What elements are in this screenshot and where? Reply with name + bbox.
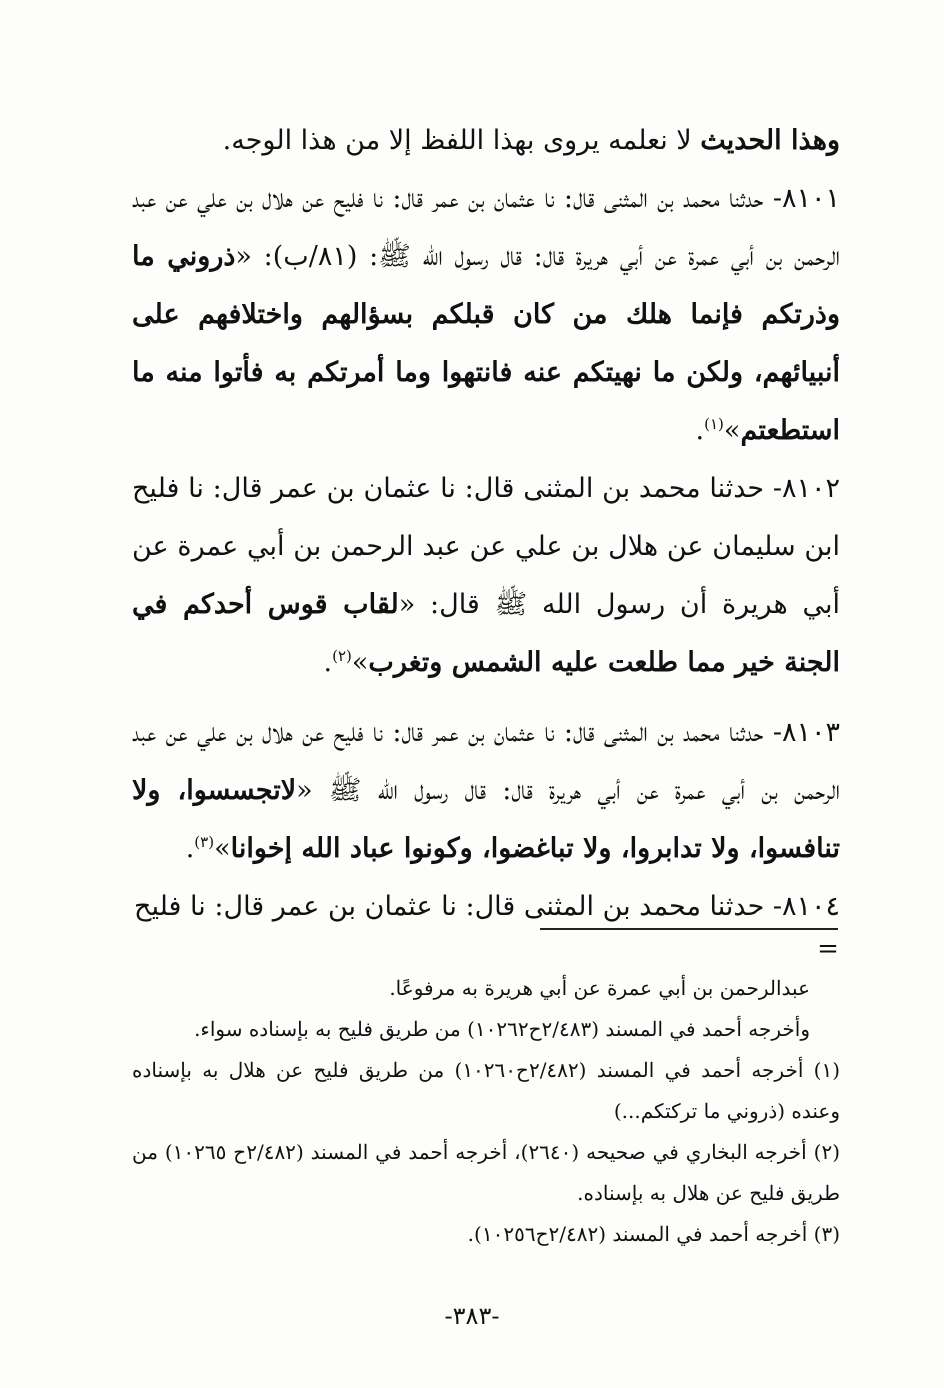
matn-text: ذروني ما وذرتكم فإنما هلك من كان قبلكم بسؤالهم واختلافهم على أنبيائهم، ولكن ما نهيتكم عنه فانتهوا وما أمرتكم به فأتوا منه ما استطعتم (132, 241, 840, 446)
period: . (323, 647, 333, 678)
footnote-3: (٣) أخرجه أحمد في المسند (٢/٤٨٢ح١٠٢٥٦). (467, 1222, 840, 1246)
main-text (132, 112, 840, 936)
quote-close: » (723, 415, 741, 446)
isnad-text: ٨١٠٣- حدثنا محمد بن المثنى قال: نا عثمان بن عمر قال: نا فليح عن هلال بن علي عن عبد الرحمن بن أبي عمرة عن أبي هريرة قال: قال رسول الله ﷺ « (132, 717, 841, 806)
matn-text: لاتجسسوا، ولا تنافسوا، ولا تدابروا، ولا تباغضوا، وكونوا عباد الله إخوانا (132, 775, 840, 864)
footnote-1: (١) أخرجه أحمد في المسند (٢/٤٨٢ح١٠٢٦٠) من طريق فليح عن هلال به بإسناده وعنده (ذروني ما تركتكم...) (132, 1058, 840, 1123)
text-run: لا نعلمه يروى بهذا اللفظ إلا من هذا الوجه. (222, 125, 701, 156)
isnad-text: ٨١٠٢- حدثنا محمد بن المثنى قال: نا عثمان بن عمر قال: نا فليح ابن سليمان عن هلال بن علي عن عبد الرحمن بن أبي عمرة عن أبي هريرة أن رسول الله ﷺ قال: « (132, 473, 840, 620)
isnad-text: ٨١٠١- حدثنا محمد بن المثنى قال: نا عثمان بن عمر قال: نا فليح عن هلال بن علي عن عبد الرحمن بن أبي عمرة عن أبي هريرة قال: قال رسول الله ﷺ: (٨١/ب): « (132, 183, 841, 272)
quote-close: » (214, 833, 231, 864)
period: . (185, 833, 195, 864)
matn-text: لقاب قوس أحدكم في الجنة خير مما طلعت عليه الشمس وتغرب (132, 589, 840, 678)
hadith-8103 (132, 704, 840, 878)
period: . (695, 415, 705, 446)
footnote-continued: وأخرجه أحمد في المسند (٢/٤٨٣ح١٠٢٦٢) من طريق فليح به بإسناده سواء. (194, 1017, 810, 1041)
page-number: -٣٨٣- (444, 1302, 500, 1330)
footnote-2: (٢) أخرجه البخاري في صحيحه (٢٦٤٠)، أخرجه أحمد في المسند (٢/٤٨٢ح ١٠٢٦٥) من طريق فليح عن هلال به بإسناده. (132, 1140, 840, 1205)
footnote-ref: (٣) (194, 833, 215, 851)
hadith-8102 (132, 460, 840, 692)
bold-word: وهذا (781, 125, 840, 156)
quote-close: » (351, 647, 369, 678)
hadith-8101 (132, 170, 840, 460)
footnotes (132, 968, 840, 1255)
footnote-ref: (١) (704, 415, 724, 433)
paragraph-intro (132, 112, 840, 170)
footnote-ref: (٢) (332, 647, 352, 665)
footnote-continued: عبدالرحمن بن أبي عمرة عن أبي هريرة به مرفوعًا. (389, 976, 810, 1000)
footnote-separator (540, 928, 838, 930)
bold-word: الحديث (700, 125, 782, 156)
continuation-mark: = (817, 934, 839, 964)
hadith-8104: ٨١٠٤- حدثنا محمد بن المثنى قال: نا عثمان بن عمر قال: نا فليح (134, 891, 840, 922)
